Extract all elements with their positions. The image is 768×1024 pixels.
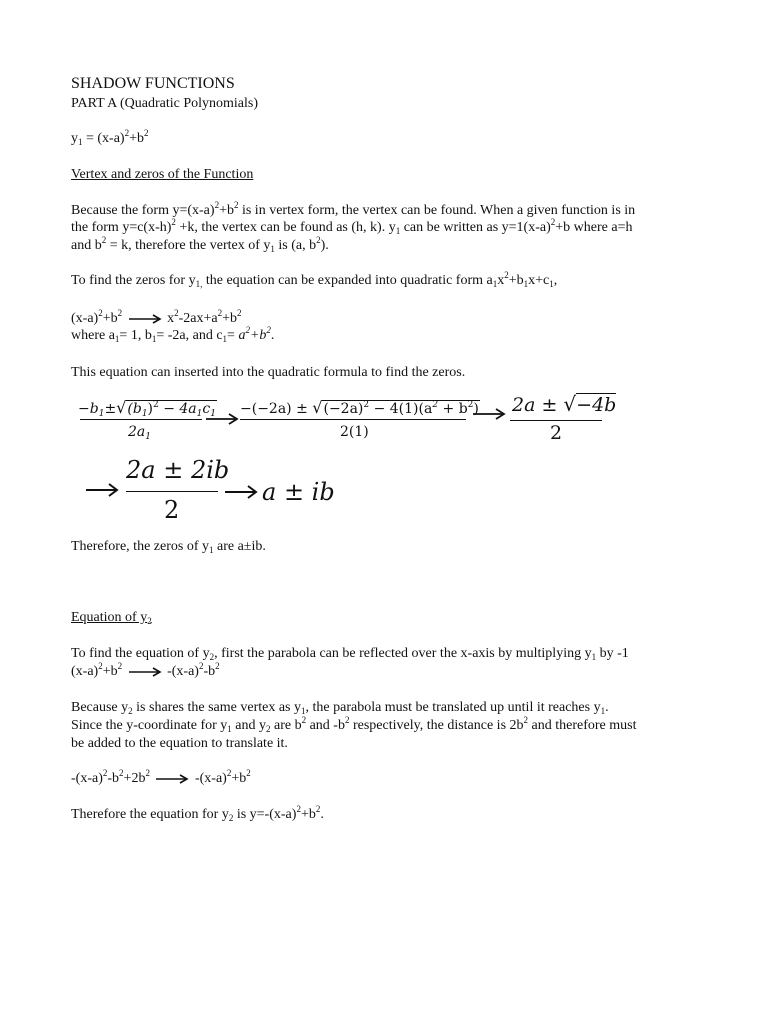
paragraph-zeros-intro: To find the zeros for $y_{1,}$ the equation can be expanded into quadratic form $a_1x^2+b_1x+c_1$,: [71, 270, 558, 289]
document-title: SHADOW FUNCTIONS: [71, 75, 235, 92]
paragraph-quadratic-formula: This equation can inserted into the quadratic formula to find the zeros.: [71, 365, 466, 380]
section-heading-equation-y2: Equation of $y_2$: [71, 610, 152, 626]
paragraph-vertex-line3: and $b^2 = k$, therefore the vertex of $y_1$ is (a, $b^2$).: [71, 235, 329, 254]
coefficient-values: where $a_1= 1$, $b_1= -2a$, and $c_1= a^2+b^2$.: [71, 325, 275, 344]
fraction-bar: [240, 419, 466, 420]
arrow-icon: [128, 667, 162, 677]
section-heading-vertex-zeros: Vertex and zeros of the Function: [71, 167, 254, 182]
fraction-bar: [510, 420, 602, 421]
fraction-bar: [126, 491, 218, 492]
translation-equation: $-(x-a)^2-b^2+2b^2$ $-(x-a)^2+b^2$: [71, 768, 251, 786]
document-page: SHADOW FUNCTIONS PART A (Quadratic Polynomials) $y_1 = (x-a)^2+b^2$ Vertex and zeros of the Function Because the form $y=(x-a)^2+b^2$ is in vertex form, the vertex can be found. When a given function is in the form $y=c(x-h)^2 +k$, the vertex can be found as (h, k). $y_1$ can be written as $y=1(x-a)^2+b$ where a=h and $b^2 = k$, therefore the vertex of $y_1$ is (a, $b^2$). To find the zeros for $y_{1,}$ the equation can be expanded into quadratic form $a_1x^2+b_1x+c_1$, $(x-a)^2+b^2$ $x^2-2ax+a^2+b^2$ where $a_1= 1$, $b_1= -2a$, and $c_1= a^2+b^2$. This equation can inserted into the quadratic formula to find the zeros. $-b_1\pm√(b_1)^2 - 4a_1c_1$ $2a_1$ $-(-2a) \pm √(-2a)^2 - 4(1)(a^2 + b^2)$ 2(1) 2a ± √−4b 2 2a ± 2ib 2 a ± ib Therefore, the zeros of $y_1$ are a±ib. Equation of $y_2$ To find the equation of $y_2$, first the parabola can be reflected over the x-axis by multiplying $y_1$ by -1 $(x-a)^2+b^2$ $-(x-a)^2-b^2$ Because $y_2$ is shares the same vertex as $y_1$, the parabola must be translated up until it reaches $y_1$. Since the y-coordinate for $y_1$ and $y_2$ are $b^2$ and $-b^2$ respectively, the distance is $2b^2$ and therefore must be added to the equation to translate it. $-(x-a)^2-b^2+2b^2$ $-(x-a)^2+b^2$ Therefore the equation for $y_2$ is $y=-(x-a)^2+b^2$.: [71, 75, 637, 823]
reflection-equation: $(x-a)^2+b^2$ $-(x-a)^2-b^2$: [71, 661, 220, 679]
paragraph-translation-line3: be added to the equation to translate it.: [71, 736, 288, 751]
paragraph-vertex-line1: Because the form $y=(x-a)^2+b^2$ is in vertex form, the vertex can be found. When a given function is in: [71, 200, 636, 218]
paragraph-vertex-line2: the form $y=c(x-h)^2 +k$, the vertex can be found as (h, k). $y_1$ can be written as $y=1(x-a)^2+b$ where a=h: [71, 217, 633, 236]
paragraph-zeros-conclusion: Therefore, the zeros of $y_1$ are a±ib.: [71, 539, 266, 555]
expansion-equation: $(x-a)^2+b^2$ $x^2-2ax+a^2+b^2$: [71, 308, 242, 326]
paragraph-translation-line1: Because $y_2$ is shares the same vertex as $y_1$, the parabola must be translated up until it reaches $y_1$.: [71, 700, 609, 716]
radical-sign: √: [312, 398, 323, 417]
radical-sign: √: [116, 398, 127, 417]
arrow-icon: [205, 412, 239, 426]
arrow-icon: [472, 407, 506, 421]
formula-final-zeros: a ± ib: [262, 478, 335, 506]
arrow-icon: [155, 774, 189, 784]
arrow-icon: [224, 484, 258, 500]
paragraph-reflection: To find the equation of $y_2$, first the parabola can be reflected over the x-axis by multiplying $y_1$ by -1: [71, 646, 629, 662]
fraction-bar: [80, 419, 202, 420]
arrow-icon: [85, 482, 119, 498]
y1-definition: $y_1 = (x-a)^2+b^2$: [71, 128, 149, 147]
paragraph-translation-line2: Since the y-coordinate for $y_1$ and $y_2$ are $b^2$ and $-b^2$ respectively, the distance is $2b^2$ and therefore must: [71, 715, 637, 734]
paragraph-y2-conclusion: Therefore the equation for $y_2$ is $y=-(x-a)^2+b^2$.: [71, 804, 324, 823]
radical-sign: √: [563, 392, 577, 416]
document-subtitle: PART A (Quadratic Polynomials): [71, 96, 258, 111]
arrow-icon: [128, 314, 162, 324]
